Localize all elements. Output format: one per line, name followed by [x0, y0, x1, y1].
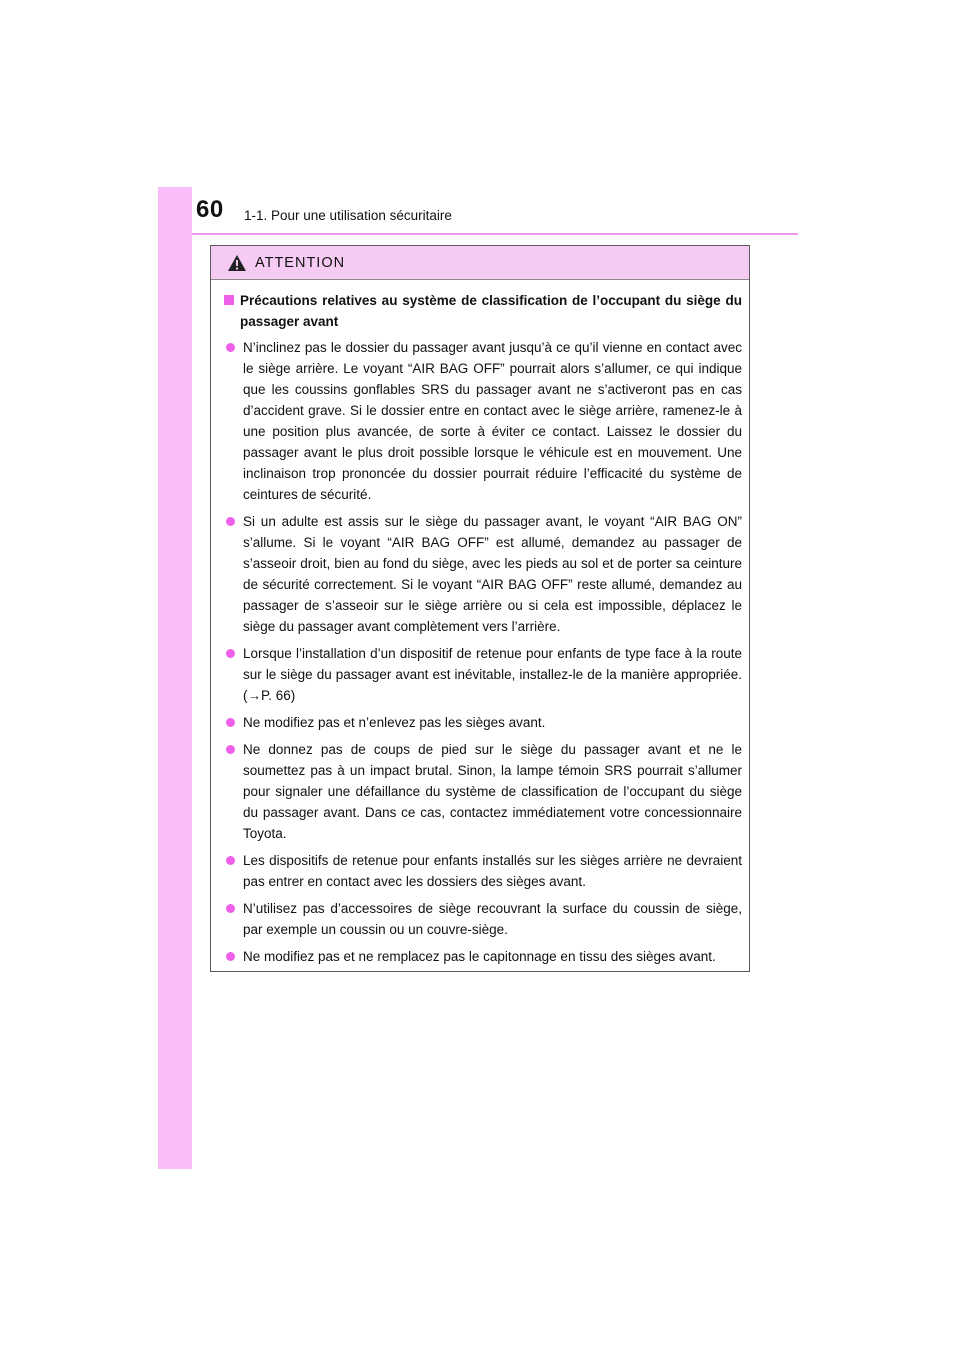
bullet-icon [226, 517, 235, 526]
item-text [243, 643, 742, 706]
warning-triangle-icon [227, 254, 247, 272]
bullet-icon [226, 718, 235, 727]
item-text: Ne modifiez pas et ne remplacez pas le capitonnage en tissu des sièges avant. [243, 949, 716, 964]
list-item [226, 337, 742, 505]
caution-header [211, 246, 749, 280]
caution-items [226, 337, 742, 967]
bullet-icon [226, 343, 235, 352]
item-text: Les dispositifs de retenue pour enfants installés sur les sièges arrière ne devraient pas entrer en contact avec les dossiers des sièges avant. [243, 853, 742, 889]
list-item [226, 643, 742, 706]
bullet-icon [226, 745, 235, 754]
caution-box [210, 245, 750, 972]
caution-title: ATTENTION [255, 255, 346, 271]
item-text: Ne donnez pas de coups de pied sur le siège du passager avant et ne le soumettez pas à un impact brutal. Sinon, la lampe témoin SRS pourrait s’allumer pour signaler une défaillance du système de classification de l’occupant du siège du passager avant. Dans ce cas, contactez immédiatement votre concessionnaire Toyota. [243, 742, 742, 841]
item-text: Si un adulte est assis sur le siège du passager avant, le voyant “AIR BAG ON” s’allume. Si le voyant “AIR BAG OFF” est allumé, demandez au passager de s’asseoir droit, bien au fond du siège, avec les pieds au sol et de porter sa ceinture de sécurité correctement. Si le voyant “AIR BAG OFF” reste allumé, demandez au passager de s’asseoir sur le siège arrière ou si cela est impossible, déplacez le siège du passager avant complètement vers l’arrière. [243, 514, 742, 634]
caution-body [211, 280, 749, 967]
list-item [226, 712, 742, 733]
item-text: N’utilisez pas d’accessoires de siège recouvrant la surface du coussin de siège, par exemple un coussin ou un couvre-siège. [243, 901, 742, 937]
list-item [226, 511, 742, 637]
list-item [226, 850, 742, 892]
heading-text: Précautions relatives au système de classification de l’occupant du siège du passager avant [240, 293, 742, 329]
arrow-right-icon: → [247, 688, 261, 703]
page-reference-link[interactable]: P. 66) [261, 688, 296, 703]
bullet-icon [226, 856, 235, 865]
header-rule [192, 233, 798, 235]
side-color-band [158, 187, 192, 1169]
bullet-icon [226, 952, 235, 961]
list-item [226, 739, 742, 844]
section-heading [224, 290, 742, 332]
page-number: 60 [196, 196, 224, 223]
square-bullet-icon [224, 295, 234, 305]
bullet-icon [226, 649, 235, 658]
bullet-icon [226, 904, 235, 913]
list-item [226, 946, 742, 967]
list-item [226, 898, 742, 940]
item-text: N’inclinez pas le dossier du passager avant jusqu’à ce qu’il vienne en contact avec le siège arrière. Le voyant “AIR BAG OFF” pourrait alors s’allumer, ce qui indique que les coussins gonflables SRS du passager avant ne s’activeront pas en cas d’accident grave. Si le dossier entre en contact avec le siège arrière, ramenez-le à une position plus avancée, de sorte à éviter ce contact. Laissez le dossier du passager avant le plus droit possible lorsque le véhicule est en mouvement. Une inclinaison trop prononcée du dossier pourrait réduire l’efficacité du système de ceintures de sécurité. [243, 340, 742, 502]
section-title: 1-1. Pour une utilisation sécuritaire [244, 208, 452, 223]
item-text-main: Lorsque l’installation d’un dispositif de retenue pour enfants de type face à la route sur le siège du passager avant est inévitable, installez-le de la manière appropriée. ( [243, 646, 742, 703]
item-text: Ne modifiez pas et n’enlevez pas les sièges avant. [243, 715, 546, 730]
